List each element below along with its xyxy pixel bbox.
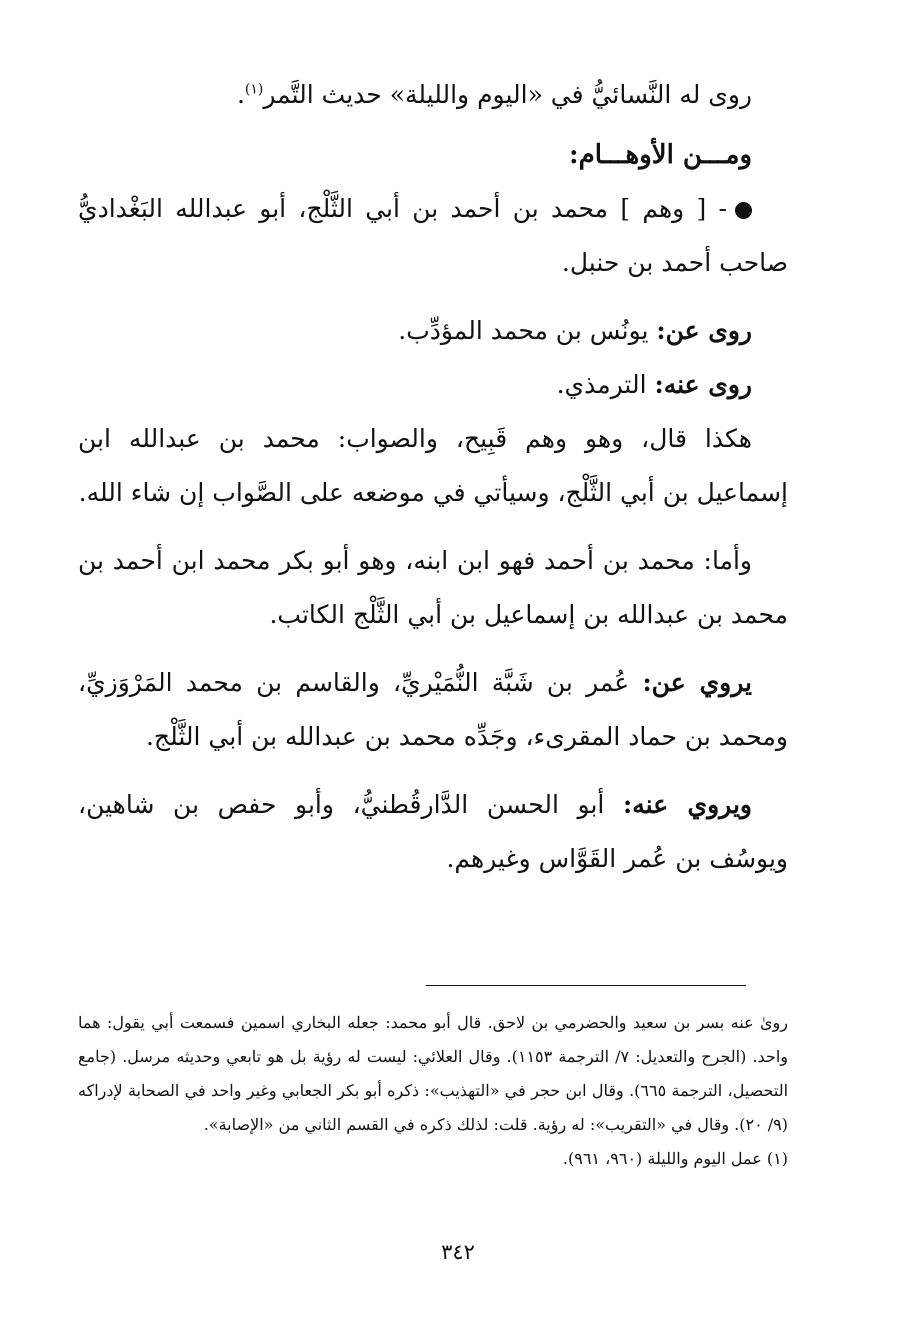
- yarwi-an-paragraph: [78, 656, 788, 764]
- entry-paragraph: [78, 182, 788, 290]
- rawa-anhu-label: روى عنه:: [654, 370, 752, 399]
- yarwi-anhu-paragraph: [78, 778, 788, 886]
- yarwi-anhu-label: ويروي عنه:: [623, 790, 752, 819]
- paragraph-hakadha: هكذا قال، وهو وهم قَبِيح، والصواب: محمد بن عبدالله ابن إسماعيل بن أبي الثَّلْج، وسيأتي في موضعه على الصَّواب إن شاء الله.: [78, 424, 788, 507]
- main-text: [78, 68, 788, 886]
- section-heading: [78, 128, 788, 182]
- entry-text: محمد بن أحمد بن أبي الثَّلْج، أبو عبدالله البَغْداديُّ صاحب أحمد بن حنبل.: [78, 194, 788, 277]
- yarwi-an-text: عُمر بن شَبَّة النُّمَيْريِّ، والقاسم بن محمد المَرْوَزيِّ، ومحمد بن حماد المقرىء، وجَدِّه محمد بن عبدالله بن أبي الثَّلْج.: [78, 668, 788, 751]
- rawa-an-label: روى عن:: [656, 316, 752, 345]
- rawa-an-text: يونُس بن محمد المؤدِّب.: [398, 316, 649, 345]
- paragraph-nasai: [78, 68, 788, 122]
- footnote-marker[interactable]: (١): [244, 81, 264, 98]
- rawa-anhu-text: الترمذي.: [556, 370, 647, 399]
- bullet-icon: [735, 202, 752, 219]
- footnote-divider: [426, 985, 746, 986]
- paragraph-nasai-text: روى له النَّسائيُّ في «اليوم والليلة» حديث التَّمر: [263, 80, 752, 109]
- rawa-an-line: [78, 304, 788, 358]
- footnote-continuation: روىٰ عنه بسر بن سعيد والحضرمي بن لاحق. قال أبو محمد: جعله البخاري اسمين فسمعت أبي يقول: هما واحد. (الجرح والتعديل: ٧/ الترجمة ١١٥٣). وقال العلائي: ليست له رؤية بل هو تابعي وحديثه مرسل. (جامع التحصيل، الترجمة ٦٦٥). وقال ابن حجر في «التهذيب»: ذكره أبو بكر الجعابي وغير واحد في الصحابة لإدراكه (٩/ ٢٠). وقال في «التقريب»: له رؤية. قلت: لذلك ذكره في القسم الثاني من «الإصابة».: [78, 1013, 789, 1134]
- yarwi-anhu-text: أبو الحسن الدَّارقُطنيُّ، وأبو حفص بن شاهين، ويوسُف بن عُمر القَوَّاس وغيرهم.: [78, 790, 788, 873]
- footnotes: [78, 1006, 788, 1176]
- paragraph-amma: وأما: محمد بن أحمد فهو ابن ابنه، وهو أبو بكر محمد ابن أحمد بن محمد بن عبدالله بن إسماعيل بن أبي الثَّلْج الكاتب.: [78, 546, 788, 629]
- page-number: ٣٤٢: [441, 1240, 475, 1264]
- rawa-anhu-line: [78, 358, 788, 412]
- entry-prefix: - [ وهم ]: [620, 194, 727, 223]
- section-heading-text: ومـــن الأوهـــام:: [569, 140, 752, 170]
- yarwi-an-label: يروي عن:: [642, 668, 752, 697]
- paragraph-nasai-end: .: [236, 80, 245, 109]
- footnote-1: (١) عمل اليوم والليلة (٩٦٠، ٩٦١).: [562, 1149, 788, 1168]
